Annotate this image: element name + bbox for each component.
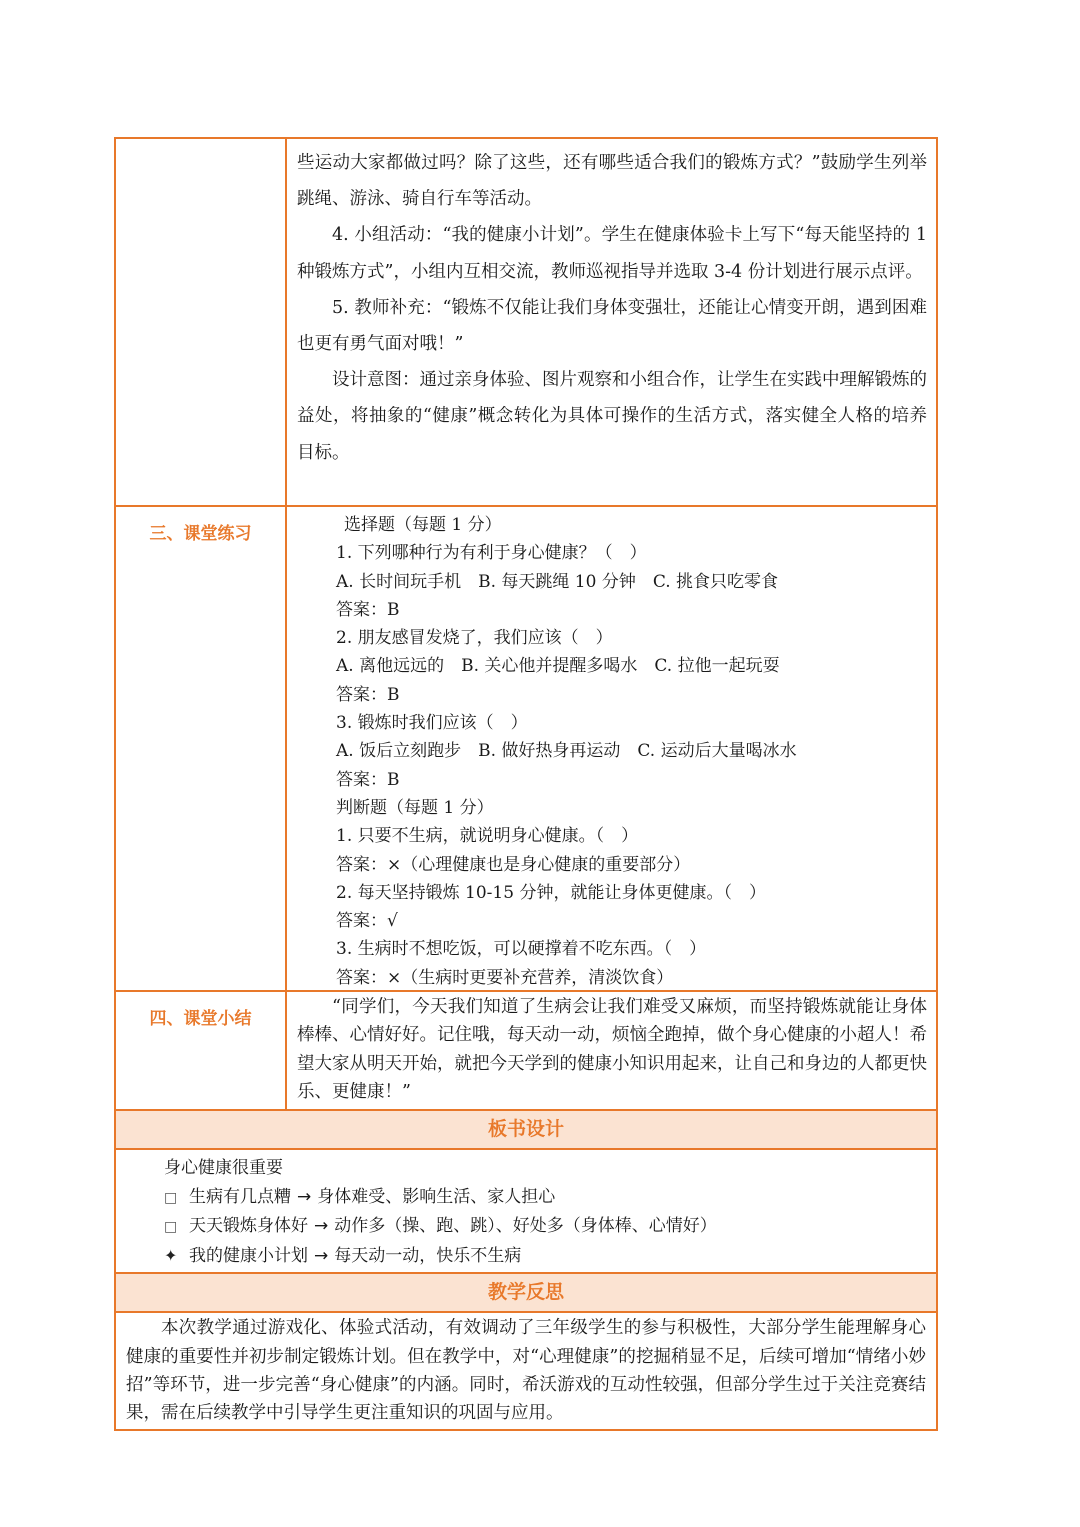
practice-content (287, 507, 936, 990)
question-2-options: A. 离他远远的 B. 关心他并提醒多喝水 C. 拉他一起玩耍 (336, 656, 780, 677)
board-title: 身心健康很重要 (164, 1158, 283, 1178)
summary-content (287, 992, 936, 1109)
process-paragraph: 4. 小组活动：“我的健康小计划”。学生在健康体验卡上写下“每天能坚持的 1 种锻炼方式”，小组内互相交流，教师巡视指导并选取 3-4 份计划进行展示点评。 (297, 225, 927, 282)
practice-row (116, 507, 936, 992)
judge-2: 2. 每天坚持锻炼 10-15 分钟，就能让身体更健康。（ ） (336, 882, 766, 903)
board-line-2-topic: 天天锻炼身体好 (189, 1216, 308, 1237)
board-line-2 (164, 1212, 936, 1242)
process-paragraph: 5. 教师补充：“锻炼不仅能让我们身体变强壮，还能让心情变开朗，遇到困难也更有勇气面对哦！” (297, 297, 927, 355)
judge-3: 3. 生病时不想吃饭，可以硬撑着不吃东西。（ ） (336, 939, 707, 960)
judge-title: 判断题（每题 1 分） (336, 797, 494, 818)
board-line-2-detail: 动作多（操、跑、跳）、好处多（身体棒、心情好） (334, 1216, 717, 1237)
design-intent-paragraph: 设计意图：通过亲身体验、图片观察和小组合作，让学生在实践中理解锻炼的益处，将抽象的“健康”概念转化为具体可操作的生活方式，落实健全人格的培养目标。 (297, 370, 927, 463)
checkbox-icon: □ (164, 1189, 178, 1206)
process-content (287, 139, 936, 505)
reflection-content (116, 1313, 936, 1429)
board-line-1 (164, 1183, 936, 1213)
arrow-icon: → (314, 1245, 329, 1266)
question-1: 1. 下列哪种行为有利于身心健康？（ ） (336, 543, 647, 564)
board-line-3 (164, 1242, 936, 1271)
question-2-answer: 答案：B (336, 684, 400, 705)
board-design-content (116, 1150, 936, 1274)
board-line-3-detail: 每天动一动，快乐不生病 (334, 1245, 522, 1266)
question-2: 2. 朋友感冒发烧了，我们应该（ ） (336, 628, 613, 649)
practice-label: 三、课堂练习 (116, 507, 287, 990)
summary-row (116, 992, 936, 1111)
checkbox-icon: □ (164, 1219, 178, 1236)
judge-2-answer: 答案：√ (336, 911, 398, 932)
reflection-header: 教学反思 (116, 1274, 936, 1313)
reflection-text: 本次教学通过游戏化、体验式活动，有效调动了三年级学生的参与积极性，大部分学生能理解身心健康的重要性并初步制定锻炼计划。但在教学中，对“心理健康”的挖掘稍显不足，后续可增加“情绪小妙招”等环节，进一步完善“身心健康”的内涵。同时，希沃游戏的互动性较强，但部分学生过于关注竞赛结果，需在后续教学中引导学生更注重知识的巩固与应用。 (126, 1318, 926, 1423)
question-1-options: A. 长时间玩手机 B. 每天跳绳 10 分钟 C. 挑食只吃零食 (336, 571, 779, 592)
question-3-answer: 答案：B (336, 769, 400, 790)
process-label-cell (116, 139, 287, 505)
arrow-icon: → (314, 1216, 329, 1237)
board-design-header: 板书设计 (116, 1111, 936, 1150)
question-1-answer: 答案：B (336, 599, 400, 620)
summary-label: 四、课堂小结 (116, 992, 287, 1109)
board-line-3-topic: 我的健康小计划 (189, 1245, 308, 1266)
judge-3-answer: 答案：×（生病时更要补充营养，清淡饮食） (336, 967, 674, 988)
summary-text: “同学们，今天我们知道了生病会让我们难受又麻烦，而坚持锻炼就能让身体棒棒、心情好好。记住哦，每天动一动，烦恼全跑掉，做个身心健康的小超人！希望大家从明天开始，就把今天学到的健康小知识用起来，让自己和身边的人都更快乐、更健康！” (297, 997, 927, 1103)
question-3-options: A. 饭后立刻跑步 B. 做好热身再运动 C. 运动后大量喝冰水 (336, 741, 797, 762)
question-3: 3. 锻炼时我们应该（ ） (336, 713, 528, 734)
sparkle-icon: ✦ (164, 1245, 178, 1265)
arrow-icon: → (297, 1186, 312, 1207)
process-row (116, 139, 936, 507)
process-paragraph: 些运动大家都做过吗？除了这些，还有哪些适合我们的锻炼方式？”鼓励学生列举跳绳、游泳、骑自行车等活动。 (297, 153, 927, 210)
judge-1: 1. 只要不生病，就说明身心健康。（ ） (336, 826, 639, 847)
judge-1-answer: 答案：×（心理健康也是身心健康的重要部分） (336, 854, 691, 875)
lesson-plan-table (114, 137, 938, 1431)
board-line-1-detail: 身体难受、影响生活、家人担心 (317, 1186, 556, 1207)
choice-title: 选择题（每题 1 分） (344, 515, 502, 535)
board-line-1-topic: 生病有几点糟 (189, 1186, 291, 1207)
